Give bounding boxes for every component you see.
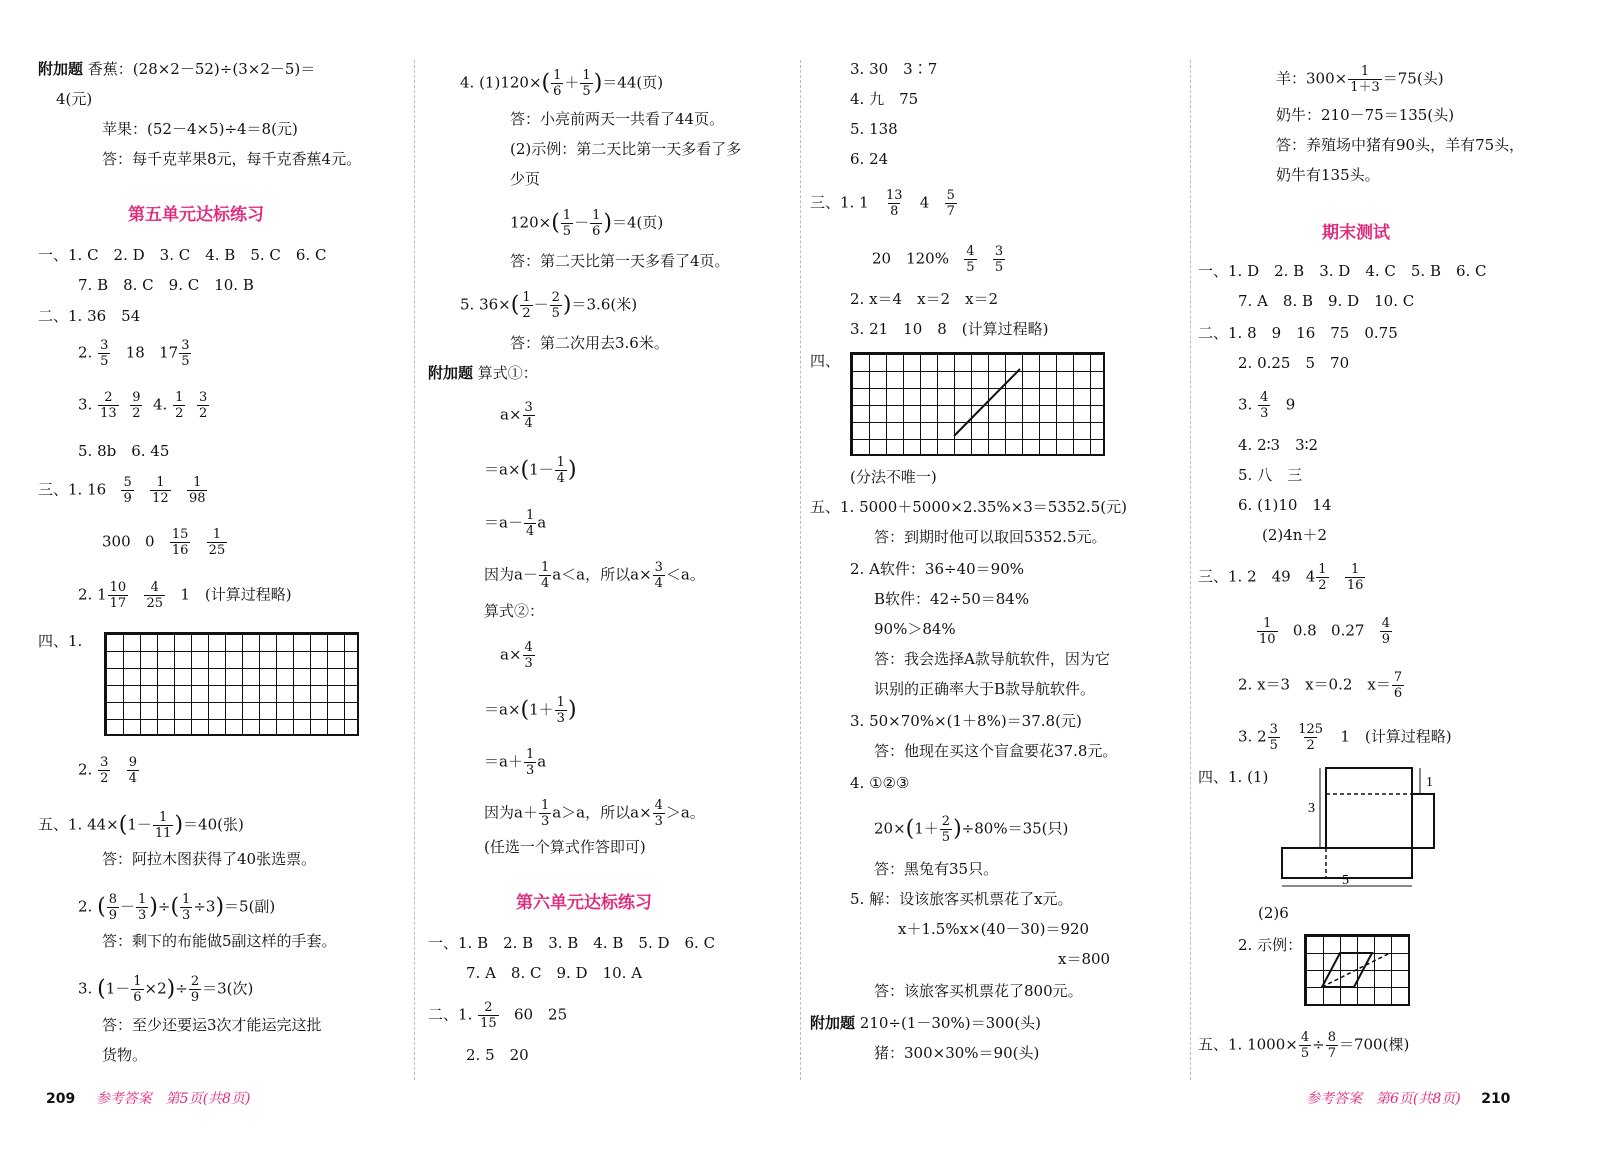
extra-question-label: 附加题 <box>38 60 84 78</box>
page-number: 210 <box>1481 1091 1511 1107</box>
fraction: $\frac{1}{3}$ <box>182 892 191 923</box>
answer-line: 2. 示例： <box>1238 936 1303 954</box>
page-footer-left <box>46 1088 250 1108</box>
answer-line: 五、1. 5000＋5000×2.35%×3＝5352.5(元) <box>810 498 1127 516</box>
fraction: $\frac{1}{2}$ <box>175 390 184 421</box>
fraction: $\frac{2}{5}$ <box>941 814 951 845</box>
fraction: $\frac{3}{2}$ <box>198 390 208 421</box>
fraction: $\frac{1}{2}$ <box>522 290 531 321</box>
fraction: $\frac{1}{3}$ <box>540 798 550 829</box>
answer-line: 2. A软件：36÷40＝90% <box>850 560 1024 578</box>
answer-line: 答：剩下的布能做5副这样的手套。 <box>102 932 337 950</box>
dim-label: 3 <box>1308 801 1315 816</box>
answer-line: 答：第二次用去3.6米。 <box>510 334 669 352</box>
answer-line: 四、1. (1) <box>1198 768 1269 786</box>
fraction: $\frac{2}{5}$ <box>551 290 560 321</box>
fraction: $\frac{1}{3}$ <box>556 695 565 726</box>
answer-line: (2)示例：第二天比第一天多看了多 <box>510 140 742 158</box>
answer-line: 一、1. B 2. B 3. B 4. B 5. D 6. C <box>428 934 716 952</box>
answer-line: 猪：300×30%＝90(头) <box>874 1044 1040 1062</box>
extra-question-label: 附加题 <box>428 364 474 382</box>
answer-line: 3. 50×70%×(1＋8%)＝37.8(元) <box>850 712 1082 730</box>
answer-line: 答：每千克苹果8元，每千克香蕉4元。 <box>102 150 362 168</box>
answer-line: 二、1. 8 9 16 75 0.75 <box>1198 324 1398 342</box>
fraction: $\frac{3}{2}$ <box>100 755 109 786</box>
fraction: $\frac{4}{5}$ <box>1300 1030 1310 1061</box>
answer-column-1: 附加题 香蕉：(28×2－52)÷(3×2－5)＝ 4(元) 苹果：(52－4×5)÷4＝8(元) 答：每千克苹果8元，每千克香蕉4元。 第五单元达标练习 一、1. C 2. D 3. C 4. B 5. C 6. C 7. B 8. C 9. C 10. B 二、1. 36 54 2. $\frac{3}{5}$ 18 17 $\frac{3}{5}$ 3. $\frac{2}{13}$ $\frac{9}{2}$ 4. $\frac{1}{2}$ $\frac{3}{2}$ 5. 8b 6. 45 三、1. 16 $\frac{5}{9}$ $\frac{1}{12}$ $\frac{1}{98}$ 300 0 $\frac{15}{16}$ $\frac{1}{25}$ 2. 1 $\frac{10}{17}$ $\frac{4}{25}$ 1 (计算过程略) 四、1. 2. $\frac{3}{2}$ $\frac{9}{4}$ 五、1. 44×(1－ $\frac{1}{11}$ )＝40(张) 答：阿拉木图获得了40张选票。 2. ( $\frac{8}{9}$ － $\frac{1}{3}$ )÷( $\frac{1}{3}$ ÷3)＝5(副) 答：剩下的布能做5副这样的手套。 3. (1－ $\frac{1}{6}$ ×2)÷ $\frac{2}{9}$ ＝3(次) 答：至少还要运3次才能运完这批 货物。 <box>38 60 362 1064</box>
page-footer-right <box>1290 1088 1510 1108</box>
answer-line: 答：至少还要运3次才能运完这批 <box>102 1016 322 1034</box>
answer-line: (2)6 <box>1258 904 1289 922</box>
fraction: $\frac{1}{11}$ <box>154 810 172 841</box>
fraction: $\frac{4}{25}$ <box>146 580 164 611</box>
answer-line: 答：第二天比第一天多看了4页。 <box>510 252 730 270</box>
fraction: $\frac{2}{15}$ <box>480 1000 497 1031</box>
answer-line: 4. 2∶3 3∶2 <box>1238 436 1319 454</box>
fraction: $\frac{4}{3}$ <box>654 798 663 829</box>
fraction: $\frac{10}{17}$ <box>109 580 127 611</box>
fraction: $\frac{5}{9}$ <box>123 475 132 506</box>
fraction: $\frac{3}{5}$ <box>181 338 190 369</box>
answer-line: 二、1. 36 54 <box>38 307 141 325</box>
answer-column-3: 3. 30 3∶7 4. 九 75 5. 138 6. 24 三、1. 1 $\frac{13}{8}$ 4 $\frac{5}{7}$ 20 120% $\frac{4}{5}$ $\frac{3}{5}$ 2. x＝4 x＝2 x＝2 3. 21 10 8 (计算过程略) 四、 (分法不唯一) 五、1. 5000＋5000×2.35%×3＝5352.5(元) 答：到期时他可以取回5352.5元。 2. A软件：36÷40＝90% B软件：42÷50＝84% 90%＞84% 答：我会选择A款导航软件，因为它 识别的正确率大于B款导航软件。 3. 50×70%×(1＋8%)＝37.8(元) 答：他现在买这个盲盒要花37.8元。 4. ①②③ 20×(1＋ $\frac{2}{5}$ )÷80%＝35(只) 答：黑兔有35只。 5. 解：设该旅客买机票花了x元。 x＋1.5%x×(40－30)＝920 x＝800 答：该旅客买机票花了800元。 附加题 210÷(1－30%)＝300(头) 猪：300×30%＝90(头) <box>810 60 1127 1062</box>
page-number: 209 <box>46 1091 76 1107</box>
section-title: 第六单元达标练习 <box>516 893 652 913</box>
answer-line: 香蕉：(28×2－52)÷(3×2－5)＝ <box>87 60 316 78</box>
fraction: $\frac{1}{6}$ <box>133 974 142 1005</box>
footer-text: 参考答案 第6页(共8页) <box>1306 1091 1461 1107</box>
fraction: $\frac{4}{3}$ <box>524 640 533 671</box>
fraction: $\frac{8}{7}$ <box>1327 1030 1336 1061</box>
answer-column-4: 羊：300× $\frac{1}{1+3}$ ＝75(头) 奶牛：210－75＝135(头) 答：养殖场中猪有90头，羊有75头， 奶牛有135头。 期末测试 一、1. D 2. B 3. D 4. C 5. B 6. C 7. A 8. B 9. D 10. C 二、1. 8 9 16 75 0.75 2. 0.25 5 70 3. $\frac{4}{3}$ 9 4. 2∶3 3∶2 5. 八 三 6. (1)10 14 (2)4n＋2 三、1. 2 49 4 $\frac{1}{2}$ $\frac{1}{16}$ $\frac{1}{10}$ 0.8 0.27 $\frac{4}{9}$ 2. x＝3 x＝0.2 x＝ $\frac{7}{6}$ 3. 2 $\frac{3}{5}$ $\frac{125}{2}$ 1 (计算过程略) 四、1. (1) 3 1 5 (2)6 2. 示例： 五、1. 1000× $\frac{4}{5}$ ÷ $\frac{8}{7}$ ＝700(棵) <box>1198 64 1525 1061</box>
answer-line: 2. 5 20 <box>466 1046 529 1064</box>
answer-line: 7. A 8. C 9. D 10. A <box>466 964 643 982</box>
answer-line: 5. 8b 6. 45 <box>78 442 170 460</box>
cuboid-net-diagram <box>1268 762 1448 892</box>
answer-line: 答：黑兔有35只。 <box>874 860 999 878</box>
answer-line: 答：该旅客买机票花了800元。 <box>874 982 1083 1000</box>
answer-line: 答：养殖场中猪有90头，羊有75头， <box>1276 136 1525 154</box>
fraction: $\frac{3}{4}$ <box>654 560 663 591</box>
section-title: 期末测试 <box>1322 223 1390 243</box>
fraction: $\frac{3}{5}$ <box>100 338 109 369</box>
section-title: 第五单元达标练习 <box>128 205 264 225</box>
fraction: $\frac{1}{3}$ <box>137 892 147 923</box>
answer-line: 答：他现在买这个盲盒要花37.8元。 <box>874 742 1118 760</box>
answer-line: 3. 30 3∶7 <box>850 60 938 78</box>
answer-line: 四、1. <box>38 632 83 650</box>
fraction: $\frac{1}{1+3}$ <box>1350 64 1380 95</box>
answer-line: 答：小亮前两天一共看了44页。 <box>510 110 725 128</box>
fraction: $\frac{1}{98}$ <box>188 475 206 506</box>
parallelogram-drawing <box>1304 934 1410 1006</box>
fraction: $\frac{2}{9}$ <box>190 974 200 1005</box>
answer-line: 2. x＝4 x＝2 x＝2 <box>850 290 999 308</box>
fraction: $\frac{4}{9}$ <box>1381 616 1391 647</box>
answer-line: 四、 <box>810 352 841 370</box>
answer-line: 5. 八 三 <box>1238 466 1303 484</box>
answer-grid <box>104 632 359 736</box>
fraction: $\frac{1}{4}$ <box>525 508 535 539</box>
fraction: $\frac{1}{16}$ <box>1346 562 1364 593</box>
answer-line: 奶牛：210－75＝135(头) <box>1276 106 1455 124</box>
diagonal-line <box>850 352 1105 456</box>
fraction: $\frac{1}{4}$ <box>540 560 550 591</box>
answer-line: (2)4n＋2 <box>1262 526 1327 544</box>
fraction: $\frac{1}{6}$ <box>592 208 601 239</box>
fraction: $\frac{3}{4}$ <box>524 400 533 431</box>
answer-line: 4. ①②③ <box>850 774 910 792</box>
column-divider <box>414 60 415 1080</box>
fraction: $\frac{1}{25}$ <box>208 527 226 558</box>
answer-line: 一、1. C 2. D 3. C 4. B 5. C 6. C <box>38 246 327 264</box>
answer-line: 奶牛有135头。 <box>1276 166 1380 184</box>
answer-line: 少页 <box>510 170 541 188</box>
fraction: $\frac{2}{13}$ <box>100 390 117 421</box>
fraction: $\frac{1}{5}$ <box>582 68 591 99</box>
answer-column-2: 4. (1)120×( $\frac{1}{6}$ ＋ $\frac{1}{5}$ )＝44(页) 答：小亮前两天一共看了44页。 (2)示例：第二天比第一天多看了多 少页 120×( $\frac{1}{5}$ － $\frac{1}{6}$ )＝4(页) 答：第二天比第一天多看了4页。 5. 36×( $\frac{1}{2}$ － $\frac{2}{5}$ )＝3.6(米) 答：第二次用去3.6米。 附加题 算式①： a× $\frac{3}{4}$ ＝a×(1－ $\frac{1}{4}$ ) ＝a－ $\frac{1}{4}$ a 因为a－ $\frac{1}{4}$ a＜a，所以a× $\frac{3}{4}$ ＜a。 算式②： a× $\frac{4}{3}$ ＝a×(1＋ $\frac{1}{3}$ ) ＝a＋ $\frac{1}{3}$ a 因为a＋ $\frac{1}{3}$ a＞a，所以a× $\frac{4}{3}$ ＞a。 (任选一个算式作答即可) 第六单元达标练习 一、1. B 2. B 3. B 4. B 5. D 6. C 7. A 8. C 9. D 10. A 二、1. $\frac{2}{15}$ 60 25 2. 5 20 <box>428 68 742 1064</box>
answer-line: 2. 0.25 5 70 <box>1238 354 1350 372</box>
answer-line: 5. 解：设该旅客买机票花了x元。 <box>850 890 1073 908</box>
answer-line: 答：到期时他可以取回5352.5元。 <box>874 528 1107 546</box>
dim-label: 1 <box>1426 775 1433 790</box>
footer-text: 参考答案 第5页(共8页) <box>95 1091 251 1107</box>
fraction: $\frac{1}{6}$ <box>553 68 562 99</box>
fraction: $\frac{1}{5}$ <box>562 208 572 239</box>
fraction: $\frac{1}{2}$ <box>1318 562 1327 593</box>
fraction: $\frac{1}{12}$ <box>152 475 169 506</box>
answer-line: 3. 21 10 8 (计算过程略) <box>850 320 1049 338</box>
answer-line: 7. B 8. C 9. C 10. B <box>78 276 254 294</box>
answer-line: (分法不唯一) <box>850 468 937 486</box>
answer-line: 5. 138 <box>850 120 898 138</box>
answer-line: 4. 九 75 <box>850 90 919 108</box>
fraction: $\frac{5}{7}$ <box>946 188 955 219</box>
fraction: $\frac{13}{8}$ <box>885 188 903 219</box>
fraction: $\frac{7}{6}$ <box>1393 670 1403 701</box>
fraction: $\frac{125}{2}$ <box>1298 722 1324 753</box>
fraction: $\frac{3}{5}$ <box>994 244 1004 275</box>
answer-line: 答：阿拉木图获得了40张选票。 <box>102 850 317 868</box>
answer-line: 算式②： <box>484 602 545 620</box>
fraction: $\frac{1}{10}$ <box>1259 616 1276 647</box>
answer-line: 6. (1)10 14 <box>1238 496 1332 514</box>
answer-line: (任选一个算式作答即可) <box>484 838 646 856</box>
fraction: $\frac{1}{3}$ <box>525 747 535 778</box>
answer-line: 识别的正确率大于B款导航软件。 <box>874 680 1096 698</box>
answer-line: 90%＞84% <box>874 620 956 638</box>
fraction: $\frac{1}{4}$ <box>556 455 565 486</box>
fraction: $\frac{15}{16}$ <box>171 527 189 558</box>
fraction: $\frac{8}{9}$ <box>108 892 117 923</box>
answer-line: 答：我会选择A款导航软件，因为它 <box>874 650 1110 668</box>
answer-line: 苹果：(52－4×5)÷4＝8(元) <box>102 120 298 138</box>
answer-line: 6. 24 <box>850 150 889 168</box>
answer-line: B软件：42÷50＝84% <box>874 590 1030 608</box>
fraction: $\frac{4}{5}$ <box>966 244 975 275</box>
answer-line: x＝800 <box>1058 950 1111 968</box>
answer-line: 货物。 <box>102 1046 148 1064</box>
fraction: $\frac{4}{3}$ <box>1260 390 1269 421</box>
fraction: $\frac{9}{2}$ <box>132 390 141 421</box>
dim-label: 5 <box>1342 873 1349 888</box>
extra-question-label: 附加题 <box>810 1014 856 1032</box>
answer-line: 一、1. D 2. B 3. D 4. C 5. B 6. C <box>1198 262 1487 280</box>
fraction: $\frac{9}{4}$ <box>128 755 137 786</box>
fraction: $\frac{3}{5}$ <box>1269 722 1278 753</box>
answer-line: 7. A 8. B 9. D 10. C <box>1238 292 1415 310</box>
answer-line: 4(元) <box>56 90 93 108</box>
answer-line: x＋1.5%x×(40－30)＝920 <box>898 920 1090 938</box>
